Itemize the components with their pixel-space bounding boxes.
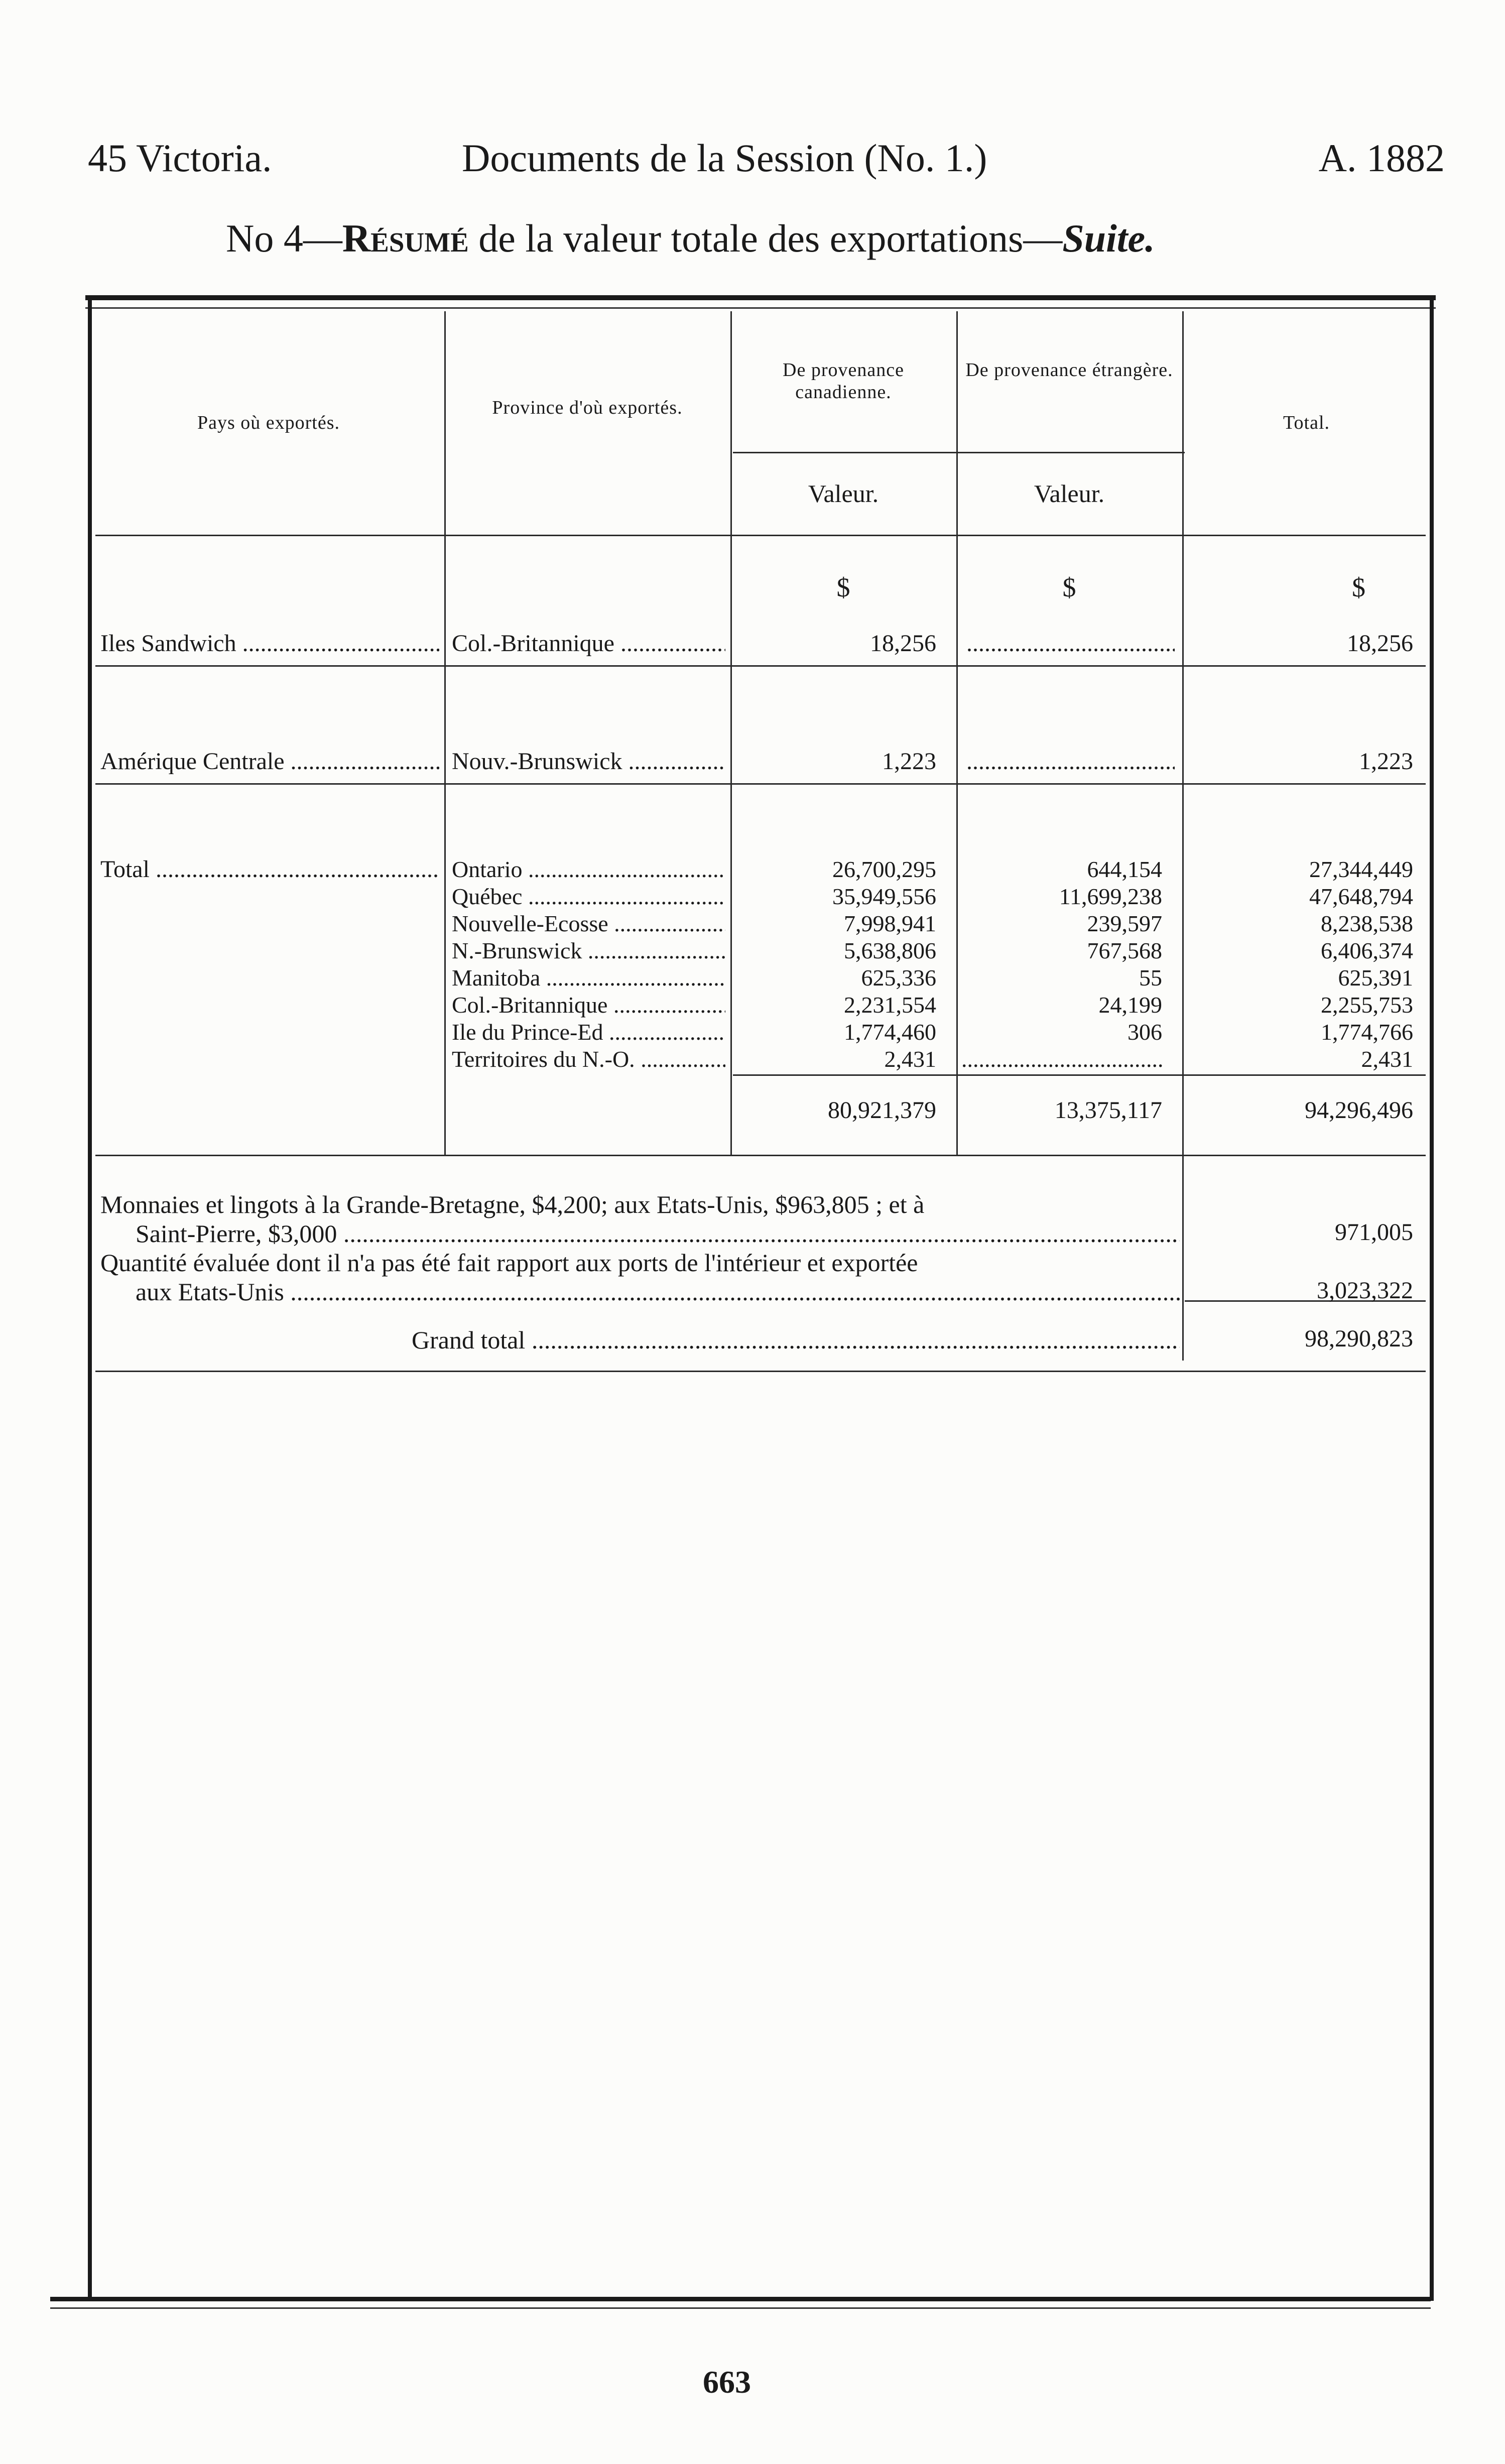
grand-total-label: Grand total .....: [412, 1325, 1180, 1354]
total-province-6: Col.-Britannique .....: [452, 992, 725, 1019]
currency-canadian: $: [836, 572, 850, 602]
note-2-line-2: aux Etats-Unis .....: [136, 1277, 1180, 1306]
frame-bottom-thin-rule: [50, 2307, 1431, 2309]
total-province-5: Manitoba .....: [452, 964, 725, 992]
col-divider-1: [444, 311, 446, 1155]
note-1-value: 971,005: [1335, 1219, 1413, 1246]
total-foreign-6: 24,199: [1098, 992, 1162, 1018]
total-foreign-5: 55: [1139, 965, 1162, 991]
total-canadian-5: 625,336: [861, 965, 936, 991]
total-province-1: Ontario .....: [452, 856, 725, 883]
sum-canadian: 80,921,379: [828, 1097, 936, 1124]
frame-right-rule: [1430, 295, 1434, 2301]
page-title: [226, 216, 1155, 261]
frame-top-thin-rule: [85, 307, 1436, 309]
table-row-2-total: 1,223: [1359, 748, 1413, 775]
total-total-values: [1187, 856, 1413, 1073]
total-total-8: 2,431: [1361, 1046, 1413, 1072]
total-province-2: Québec .....: [452, 883, 725, 910]
frame-top-rule: [85, 295, 1436, 300]
total-total-6: 2,255,753: [1321, 992, 1413, 1018]
total-total-7: 1,774,766: [1321, 1019, 1413, 1045]
total-foreign-7: 306: [1127, 1019, 1162, 1045]
table-row-1-province: Col.-Britannique .....: [452, 630, 725, 657]
total-foreign-8: [961, 1046, 1162, 1073]
col-header-province: Province d'où exportés.: [492, 397, 683, 418]
table-row-1-canadian: 18,256: [870, 630, 936, 657]
total-canadian-6: 2,231,554: [844, 992, 936, 1018]
total-canadian-4: 5,638,806: [844, 938, 936, 963]
total-canadian-3: 7,998,941: [844, 911, 936, 936]
value-label-canadian: Valeur.: [808, 479, 879, 508]
currency-total: $: [1352, 572, 1365, 602]
title-middle: de la valeur totale des exportations—: [468, 216, 1063, 260]
table-row-1-country: Iles Sandwich .....: [100, 630, 439, 657]
frame-left-rule: [88, 295, 92, 2301]
col-divider-2: [730, 311, 732, 1155]
running-header-right: A. 1882: [1318, 136, 1445, 180]
frame-bottom-rule: [50, 2297, 1431, 2301]
table-row-2-province: Nouv.-Brunswick .....: [452, 748, 725, 775]
total-total-5: 625,391: [1338, 965, 1413, 991]
table-row-1-total: 18,256: [1347, 630, 1413, 657]
total-foreign-3: 239,597: [1087, 911, 1162, 936]
total-foreign-1: 644,154: [1087, 856, 1162, 882]
total-total-1: 27,344,449: [1309, 856, 1413, 882]
col-header-total: Total.: [1283, 412, 1330, 433]
total-province-4: N.-Brunswick .....: [452, 937, 725, 964]
total-total-2: 47,648,794: [1309, 884, 1413, 909]
total-total-4: 6,406,374: [1321, 938, 1413, 963]
total-total-3: 8,238,538: [1321, 911, 1413, 936]
table-row-2-foreign: [966, 748, 1175, 775]
col-header-canadian: De provenance canadienne.: [783, 359, 904, 403]
running-header-left: 45 Victoria.: [88, 136, 272, 180]
total-province-7: Ile du Prince-Ed .....: [452, 1019, 725, 1046]
table-row-2-country: Amérique Centrale .....: [100, 748, 439, 775]
total-foreign-values: [961, 856, 1162, 1073]
col-divider-4: [1182, 311, 1184, 1361]
subheader-rule: [733, 452, 1185, 453]
total-province-3: Nouvelle-Ecosse .....: [452, 910, 725, 937]
total-canadian-2: 35,949,556: [832, 884, 936, 909]
total-canadian-7: 1,774,460: [844, 1019, 936, 1045]
page-number: 663: [703, 2364, 751, 2400]
title-resume: Résumé: [342, 216, 469, 260]
table-end-rule: [95, 1371, 1426, 1372]
header-bottom-rule: [95, 535, 1426, 536]
sum-foreign: 13,375,117: [1054, 1097, 1162, 1124]
sum-rule: [733, 1074, 1426, 1076]
table-row-1-foreign: [966, 630, 1175, 657]
grand-total-value: 98,290,823: [1305, 1325, 1413, 1352]
total-canadian-values: [735, 856, 936, 1073]
title-prefix: No 4—: [226, 216, 342, 260]
total-province-8: Territoires du N.-O. .....: [452, 1046, 725, 1073]
title-suffix: Suite.: [1062, 216, 1155, 260]
table-row-2-canadian: 1,223: [882, 748, 936, 775]
running-header-center: Documents de la Session (No. 1.): [462, 136, 987, 180]
currency-foreign: $: [1062, 572, 1076, 602]
total-canadian-1: 26,700,295: [832, 856, 936, 882]
col-header-country: Pays où exportés.: [197, 412, 340, 433]
sum-total: 94,296,496: [1305, 1097, 1413, 1124]
note-1-line-1: Monnaies et lingots à la Grande-Bretagne, $4,200; aux Etats-Unis, $963,805 ; et à: [100, 1190, 925, 1218]
row-rule-1: [95, 665, 1426, 667]
total-label: Total .....: [100, 856, 439, 883]
col-divider-3: [956, 311, 958, 1155]
note-2-value: 3,023,322: [1317, 1277, 1413, 1304]
block-bottom-rule: [95, 1155, 1426, 1156]
value-label-foreign: Valeur.: [1034, 479, 1105, 508]
total-provinces: [452, 856, 725, 1073]
total-foreign-2: 11,699,238: [1059, 884, 1162, 909]
col-header-foreign: De provenance étrangère.: [965, 359, 1173, 381]
total-canadian-8: 2,431: [884, 1046, 936, 1072]
total-foreign-4: 767,568: [1087, 938, 1162, 963]
note-1-line-2: Saint-Pierre, $3,000 .....: [136, 1219, 1180, 1248]
row-rule-2: [95, 783, 1426, 785]
note-2-line-1: Quantité évaluée dont il n'a pas été fait rapport aux ports de l'intérieur et exportée: [100, 1249, 918, 1277]
